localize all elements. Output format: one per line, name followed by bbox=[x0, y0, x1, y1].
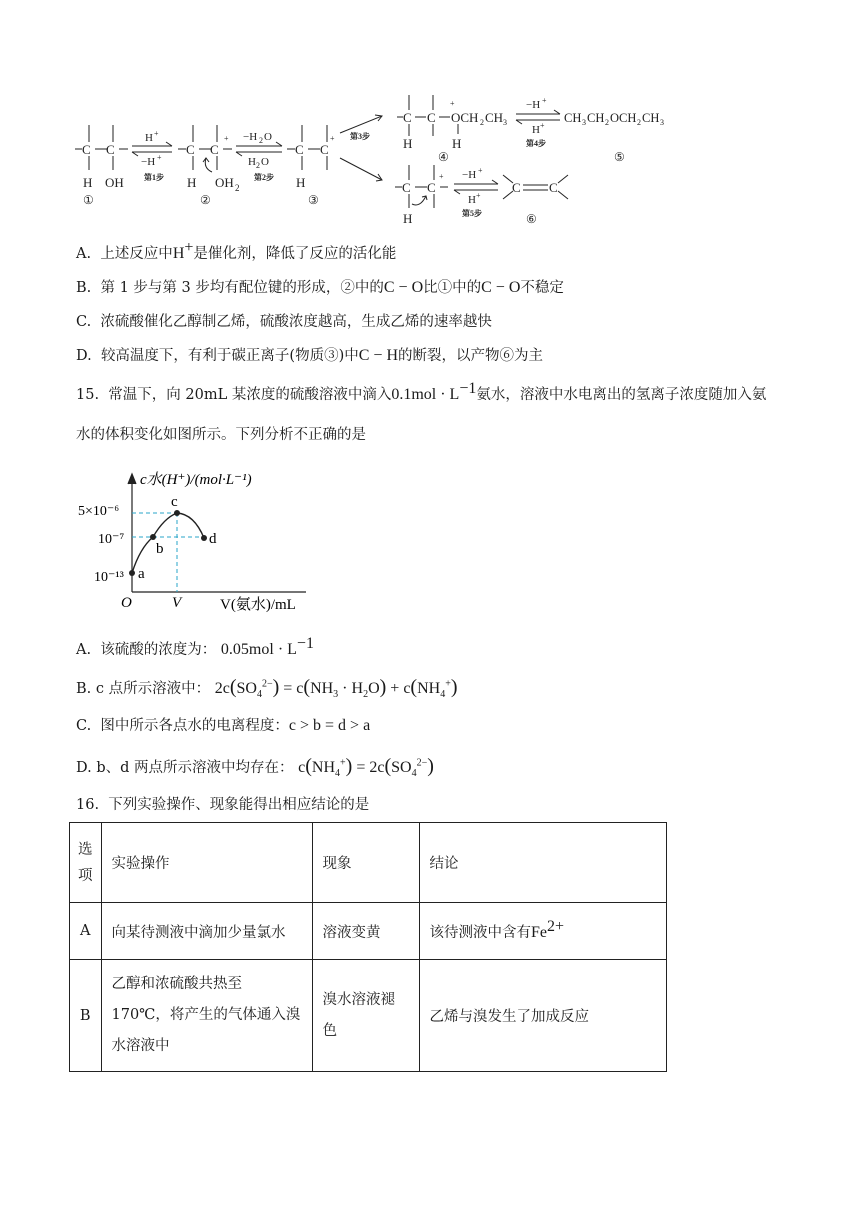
chart-curve bbox=[132, 513, 204, 573]
step-2-label: 第2步 bbox=[254, 173, 274, 182]
svg-text:−H: −H bbox=[526, 99, 541, 111]
header-phenomenon: 现象 bbox=[312, 823, 419, 903]
svg-text:H: H bbox=[532, 124, 540, 136]
q14-option-d: D. 较高温度下，有利于碳正离子(物质③)中C − H的断裂，以产物⑥为主 bbox=[76, 347, 543, 364]
svg-text:−H: −H bbox=[141, 156, 156, 168]
svg-text:+: + bbox=[450, 99, 455, 108]
svg-text:C: C bbox=[295, 142, 304, 157]
q16-stem: 16. 下列实验操作、现象能得出相应结论的是 bbox=[76, 797, 370, 813]
svg-text:3: 3 bbox=[503, 118, 507, 127]
row-b-conclusion: 乙烯与溴发生了加成反应 bbox=[419, 960, 666, 1072]
chart-origin: O bbox=[121, 595, 132, 611]
row-b-option: B bbox=[70, 960, 102, 1072]
chart-y-tick-1: 5×10⁻⁶ bbox=[78, 504, 120, 519]
step-1-label: 第1步 bbox=[144, 173, 164, 182]
table-row bbox=[70, 903, 667, 960]
species-1-label: ① bbox=[83, 193, 94, 207]
svg-text:H: H bbox=[83, 175, 93, 190]
svg-text:−H: −H bbox=[243, 131, 258, 143]
chart-y-tick-2: 10⁻⁷ bbox=[98, 532, 125, 547]
chart-point-a bbox=[129, 570, 135, 576]
svg-text:C: C bbox=[402, 180, 411, 195]
chart-point-label-a: a bbox=[138, 566, 145, 582]
svg-text:H: H bbox=[248, 156, 256, 168]
q15-stem-line1: 15. 常温下，向 20mL 某浓度的硫酸溶液中滴入$0.1mol \cdot L^{-1}$氨水，溶液中水电离出的氢离子浓度随加入氨 bbox=[76, 380, 767, 403]
step-3-label: 第3步 bbox=[350, 132, 370, 141]
chart-point-label-c: c bbox=[171, 494, 178, 510]
svg-text:+: + bbox=[154, 129, 159, 138]
row-a-phenomenon: 溶液变黄 bbox=[312, 903, 419, 960]
header-conclusion: 结论 bbox=[419, 823, 666, 903]
svg-text:CH: CH bbox=[642, 111, 660, 125]
svg-text:+: + bbox=[439, 172, 444, 181]
reaction-scheme bbox=[0, 0, 860, 235]
step-5-label: 第5步 bbox=[462, 209, 482, 218]
species-3-label: ③ bbox=[308, 193, 319, 207]
q15-option-b: B. c 点所示溶液中： $2c(SO_4^{2-}) = c(NH_3 \cdot H_2O) + c(NH_4^+)$ bbox=[76, 676, 458, 701]
svg-text:C: C bbox=[186, 142, 195, 157]
row-a-option: A bbox=[70, 903, 102, 960]
chart-point-c bbox=[174, 510, 180, 516]
svg-text:CH: CH bbox=[587, 111, 605, 125]
chart-svg bbox=[76, 462, 316, 622]
svg-text:O: O bbox=[261, 156, 269, 168]
species-5-label: ⑤ bbox=[614, 150, 625, 164]
svg-text:−H: −H bbox=[462, 169, 477, 181]
svg-text:+: + bbox=[157, 153, 162, 162]
svg-text:OH: OH bbox=[105, 175, 124, 190]
svg-text:3: 3 bbox=[660, 118, 664, 127]
table-row bbox=[70, 960, 667, 1072]
svg-text:H: H bbox=[403, 211, 413, 226]
chart-point-label-b: b bbox=[156, 541, 164, 557]
svg-text:H: H bbox=[452, 136, 462, 151]
row-b-operation: 乙醇和浓硫酸共热至 170℃，将产生的气体通入溴水溶液中 bbox=[101, 960, 312, 1072]
q14-option-b: B. 第 1 步与第 3 步均有配位键的形成，②中的C − O比①中的C − O不稳定 bbox=[76, 279, 564, 296]
chart-point-label-d: d bbox=[209, 531, 217, 547]
svg-text:C: C bbox=[82, 142, 91, 157]
svg-text:H: H bbox=[403, 136, 413, 151]
svg-text:C: C bbox=[320, 142, 329, 157]
svg-text:CH: CH bbox=[485, 110, 504, 125]
svg-text:C: C bbox=[427, 110, 436, 125]
chart-points bbox=[129, 494, 217, 582]
svg-text:H: H bbox=[145, 132, 153, 144]
svg-text:C: C bbox=[549, 180, 558, 195]
svg-text:OH: OH bbox=[215, 175, 234, 190]
svg-text:C: C bbox=[106, 142, 115, 157]
svg-text:O: O bbox=[264, 131, 272, 143]
svg-text:+: + bbox=[476, 191, 481, 200]
svg-text:C: C bbox=[403, 110, 412, 125]
chart-container bbox=[76, 462, 316, 622]
svg-text:H: H bbox=[468, 194, 476, 206]
species-4-label: ④ bbox=[438, 150, 449, 164]
species-2-label: ② bbox=[200, 193, 211, 207]
svg-text:C: C bbox=[210, 142, 219, 157]
chart-point-d bbox=[201, 535, 207, 541]
svg-text:2: 2 bbox=[480, 118, 484, 127]
q15-option-c: C. 图中所示各点水的电离程度：c > b = d > a bbox=[76, 717, 371, 734]
svg-text:H: H bbox=[296, 175, 306, 190]
q14-option-c: C. 浓硫酸催化乙醇制乙烯，硫酸浓度越高，生成乙烯的速率越快 bbox=[76, 314, 492, 330]
row-a-operation: 向某待测液中滴加少量氯水 bbox=[101, 903, 312, 960]
q15-stem-line2: 水的体积变化如图所示。下列分析不正确的是 bbox=[76, 427, 366, 443]
chart-xlabel: V(氨水)/mL bbox=[220, 597, 296, 613]
header-option: 选 项 bbox=[70, 823, 102, 903]
svg-text:+: + bbox=[540, 121, 545, 130]
row-b-phenomenon: 溴水溶液褪色 bbox=[312, 960, 419, 1072]
row-a-conclusion: 该待测液中含有$Fe^{2+}$ bbox=[419, 903, 666, 960]
svg-text:+: + bbox=[478, 166, 483, 175]
svg-text:2: 2 bbox=[256, 161, 260, 170]
svg-text:+: + bbox=[330, 134, 335, 143]
q14-option-a: A. 上述反应中H+是催化剂，降低了反应的活化能 bbox=[76, 239, 397, 262]
header-operation: 实验操作 bbox=[101, 823, 312, 903]
chart-y-tick-3: 10⁻¹³ bbox=[94, 570, 124, 585]
svg-text:3: 3 bbox=[582, 118, 586, 127]
chart-point-b bbox=[150, 534, 156, 540]
svg-text:2: 2 bbox=[259, 136, 263, 145]
svg-text:C: C bbox=[512, 180, 521, 195]
svg-text:2: 2 bbox=[637, 118, 641, 127]
svg-text:+: + bbox=[542, 96, 547, 105]
species-6-label: ⑥ bbox=[526, 212, 537, 226]
svg-text:H: H bbox=[187, 175, 197, 190]
svg-text:OCH: OCH bbox=[451, 110, 479, 125]
svg-text:2: 2 bbox=[605, 118, 609, 127]
q15-option-d: D. b、d 两点所示溶液中均存在： $c(NH_4^+) = 2c(SO_4^{2-})$ bbox=[76, 755, 434, 780]
experiment-table bbox=[69, 822, 667, 1072]
svg-text:OCH: OCH bbox=[610, 111, 637, 125]
svg-text:+: + bbox=[224, 134, 229, 143]
chart-x-tick: V bbox=[172, 595, 182, 611]
chart-ylabel: c水(H⁺)/(mol·L⁻¹) bbox=[140, 472, 252, 488]
svg-text:CH: CH bbox=[564, 111, 582, 125]
step-4-label: 第4步 bbox=[526, 139, 546, 148]
q15-option-a: A. 该硫酸的浓度为： $0.05mol \cdot L^{-1}$ bbox=[76, 635, 314, 658]
table-header-row bbox=[70, 823, 667, 903]
svg-text:2: 2 bbox=[235, 183, 240, 193]
svg-text:C: C bbox=[427, 180, 436, 195]
